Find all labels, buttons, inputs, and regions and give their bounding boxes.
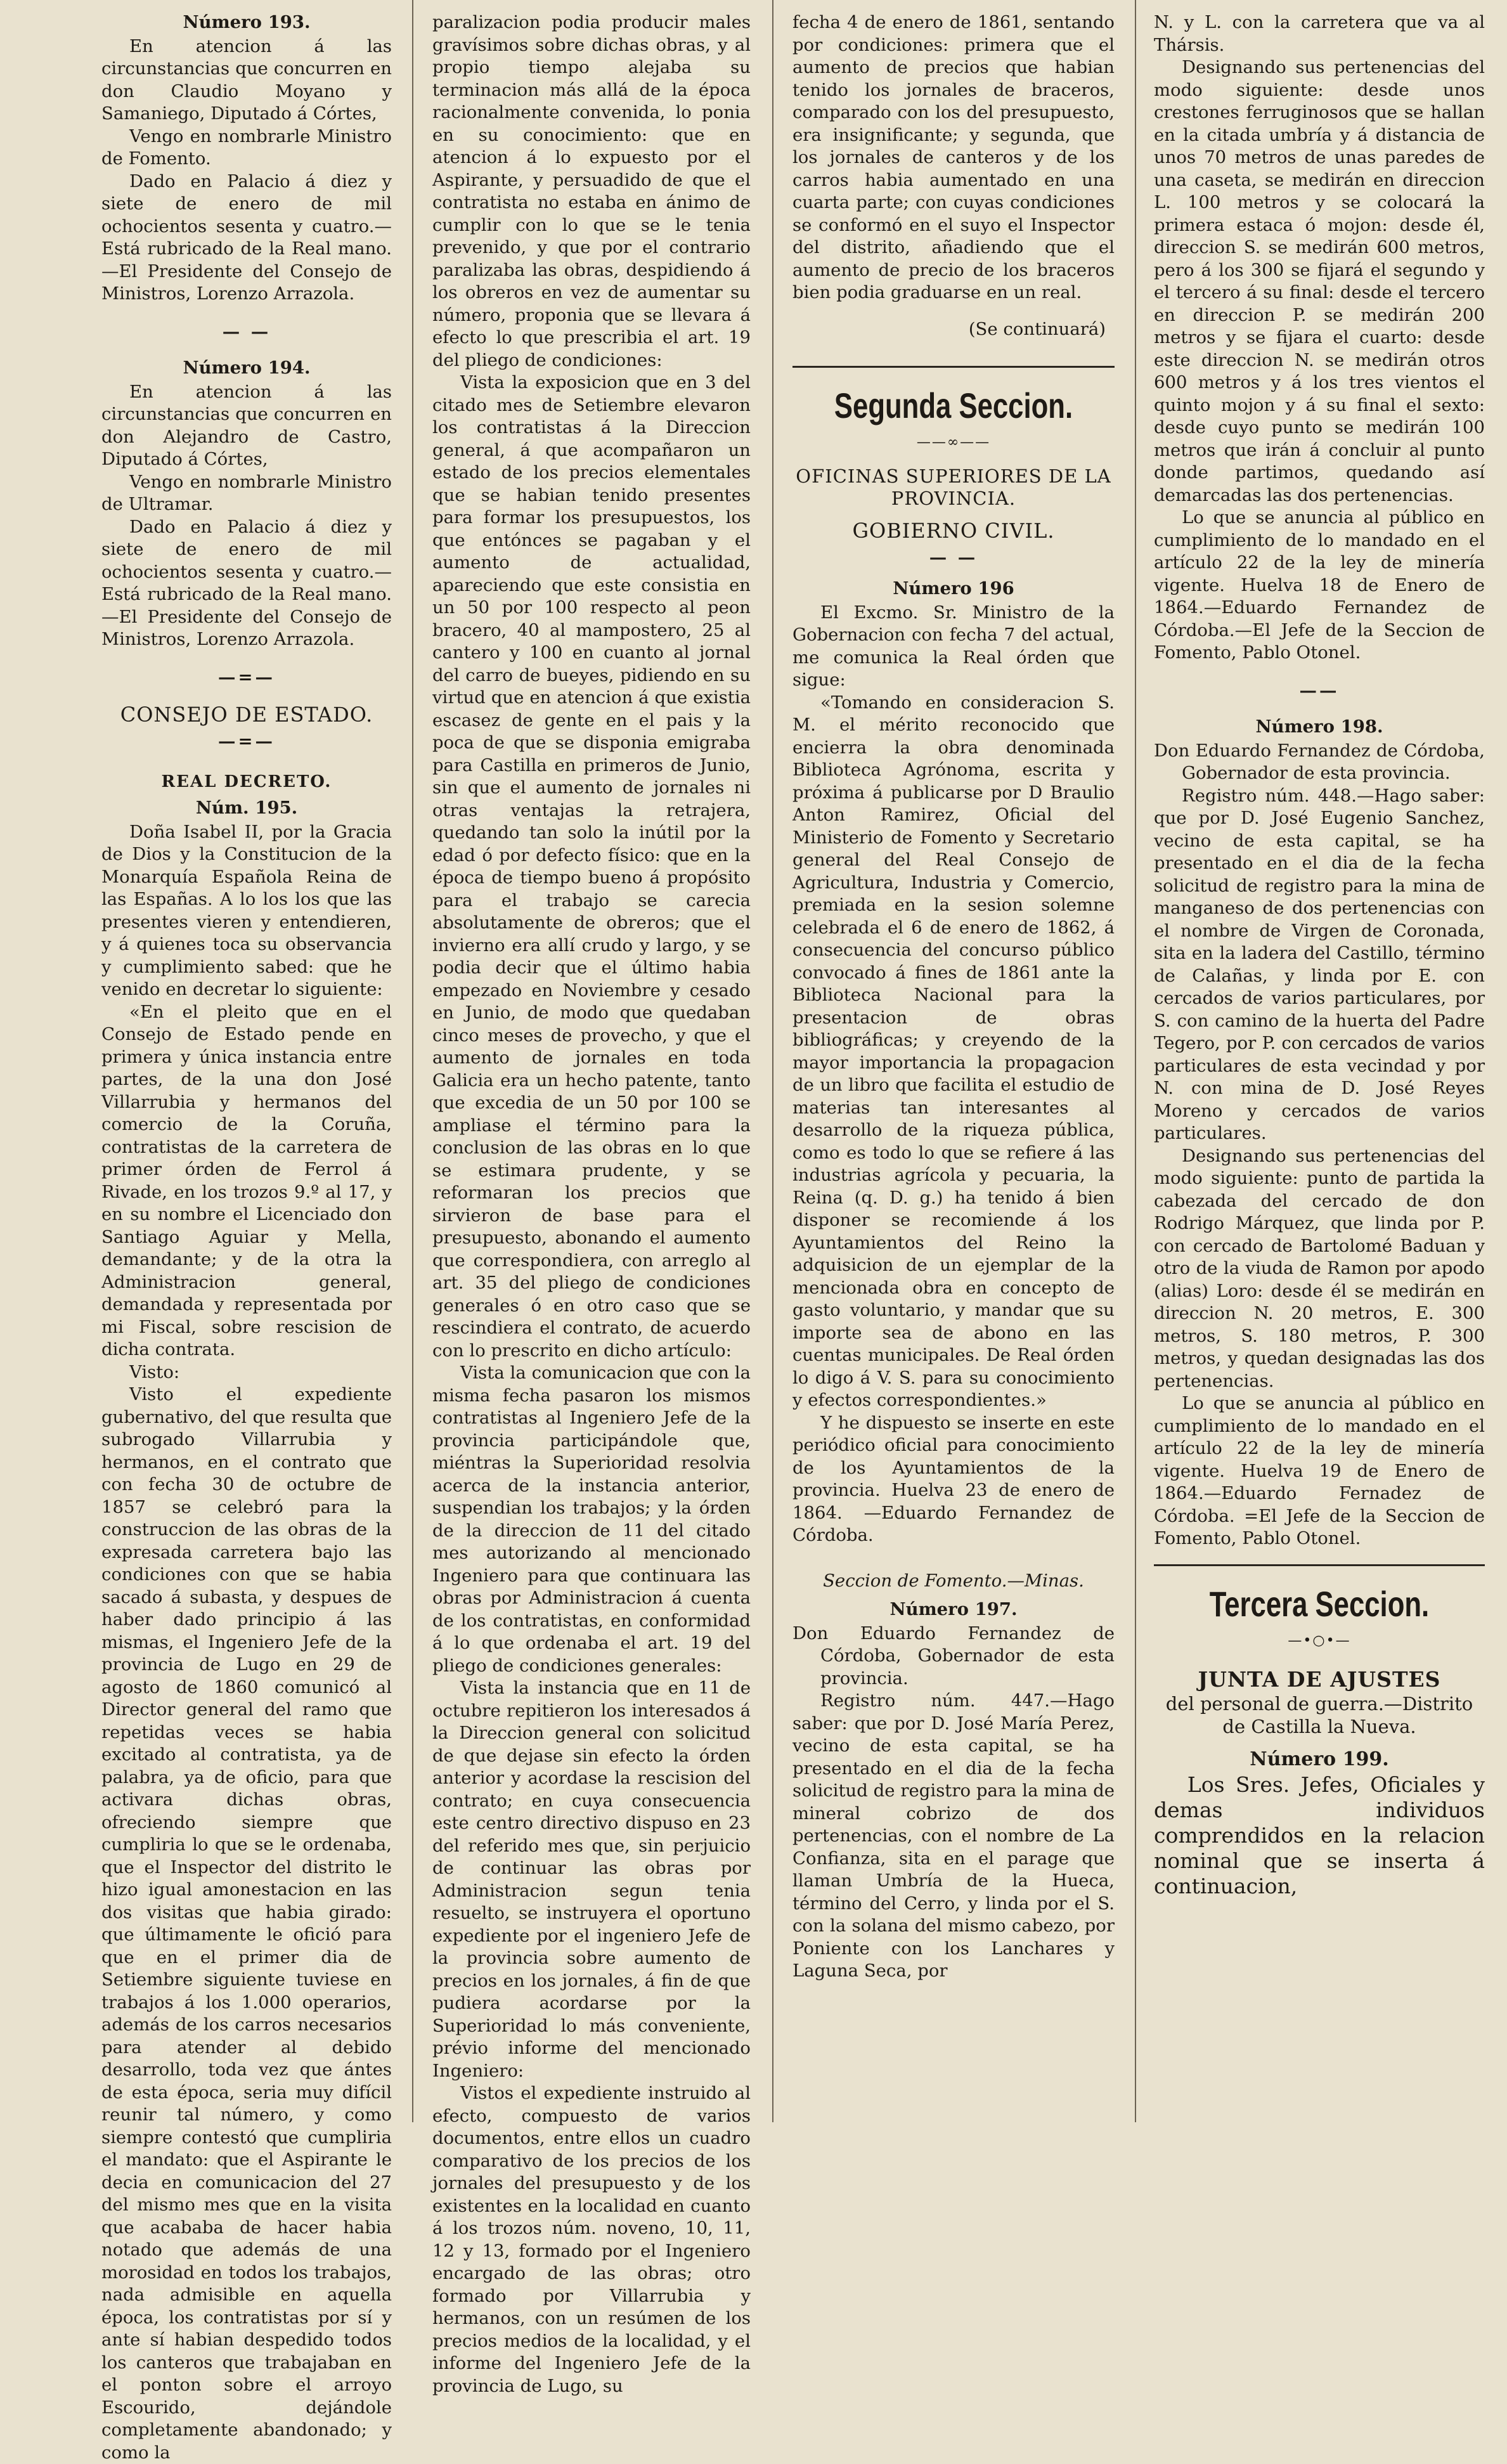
paragraph: Vista la comunicacion que con la misma fecha pasaron los mismos contratistas al Ingeniero Jefe de la provincia participándole que, miéntras la Superioridad resolvia acerca de la instancia anterior, suspendian los trabajos; y la órden de la direccion de 11 del citado mes autorizando al mencionado Ingeniero para que continuara las obras por Administracion á cuenta de los contratistas, en conformidad á lo que ordenaba el art. 19 del pliego de condiciones generales: [432, 1363, 751, 1676]
section-heading: OFICINAS SUPERIORES DE LA PROVINCIA. [796, 465, 1111, 509]
paragraph: Lo que se anuncia al público en cumplimiento de lo mandado en el artículo 22 de la ley de minería vigente. Huelva 19 de Enero de 1864.—Eduardo Fernadez de Córdoba. =El Jefe de la Seccion de Fomento, Pablo Otonel. [1154, 1393, 1485, 1548]
separator: — — [929, 547, 978, 567]
paragraph: «En el pleito que en el Consejo de Estado pende en primera y única instancia entre partes, de la una don José Villarrubia y hermanos del comercio de la Coruña, contratistas de la carretera de primer órden de Ferrol á Rivade, en los trozos 9.º al 17, y en su nombre el Licenciado don Santiago Aguiar y Mella, demandante; y de la otra la Administracion general, demandada y representada por mi Fiscal, sobre rescision de dicha contrata. [101, 1001, 392, 1359]
separator: —=— [217, 666, 276, 687]
paragraph: Vista la instancia que en 11 de octubre repitieron los interesados á la Direccion general con solicitud de que dejase sin efecto la órden anterior y acordase la rescision del contrato; en cuya consecuencia este centro directivo dispuso en 23 del referido mes que, sin perjuicio de continuar las obras por Administracion segun tenia resuelto, se instruyera el oportuno expediente por el ingeniero Jefe de la provincia sobre aumento de precios en los jornales, á fin de que pudiera acordarse por la Superioridad lo más conveniente, prévio informe del mencionado Ingeniero: [432, 1678, 751, 2081]
section-heading: GOBIERNO CIVIL. [852, 518, 1055, 543]
decree-number: Número 193. [183, 12, 311, 32]
column-rule [412, 0, 413, 2122]
paragraph: Registro núm. 447.—Hago saber: que por D. José María Perez, vecino de esta capital, se ha presentado en el dia de la fecha solicitud de registro para la mina de mineral cobrizo de dos pertenencias, con el nombre de La Confianza, sita en el parage que llaman Umbría de la Hueca, término del Cerro, y linda por el S. con la solana del mismo cabezo, por Poniente con los Lanchares y Laguna Seca, por [792, 1690, 1115, 1981]
paragraph: Vengo en nombrarle Ministro de Fomento. [101, 126, 392, 169]
paragraph: fecha 4 de enero de 1861, sentando por condiciones: primera que el aumento de precios que habian tenido los jornales de braceros, comparado con los del presupuesto, era insignificante; y segunda, que los jornales de canteros y de los carros habia aumentado en una cuarta parte; con cuyas condiciones se conformó en el suyo el Inspector del distrito, añadiendo que el aumento de precio de los braceros bien podia graduarse en un real. [792, 12, 1115, 302]
paragraph: Dado en Palacio á diez y siete de enero de mil ochocientos sesenta y cuatro.—Está rubricado de la Real mano.—El Presidente del Consejo de Ministros, Lorenzo Arrazola. [101, 516, 392, 649]
section-title: Segunda Seccion. [834, 386, 1073, 425]
separator: —=— [217, 731, 276, 751]
paragraph: Vengo en nombrarle Ministro de Ultramar. [101, 471, 392, 514]
column-2 [432, 11, 751, 2396]
column-3 [792, 11, 1115, 2116]
paragraph: En atencion á las circunstancias que concurren en don Alejandro de Castro, Diputado á Córtes, [101, 381, 392, 469]
separator: — — [222, 321, 271, 342]
subheading: del personal de guerra.—Distrito de Castilla la Nueva. [1165, 1693, 1473, 1737]
subheading: REAL DECRETO. [161, 772, 332, 791]
paragraph: Don Eduardo Fernandez de Córdoba, Gobernador de esta provincia. [1154, 740, 1485, 783]
paragraph: «Tomando en consideracion S. M. el mérito reconocido que encierra la obra denominada Biblioteca Agrónoma, escrita y próxima á publicarse por D Braulio Anton Ramirez, Oficial del Ministerio de Fomento y Secretario general del Real Consejo de Agricultura, Industria y Comercio, premiada en la sesion solemne celebrada el 6 de enero de 1862, á consecuencia del concurso público convocado á fines de 1861 ante la Biblioteca Nacional para la presentacion de obras bibliográficas; y creyendo de la mayor importancia la propagacion de un libro que facilita el estudio de materias tan interesantes al desarrollo de la riqueza pública, como es todo lo que se refiere á las industrias agrícola y pecuaria, la Reina (q. D. g.) ha tenido á bien disponer se recomiende á los Ayuntamientos del Reino la adquisicion de un ejemplar de la mencionada obra en concepto de gasto voluntario, y mandar que su importe sea de abono en las cuentas municipales. De Real órden lo digo á V. S. para su conocimiento y efectos correspondientes.» [792, 692, 1115, 1410]
column-rule [772, 0, 773, 2122]
section-heading: CONSEJO DE ESTADO. [120, 703, 373, 727]
decree-number: Número 197. [889, 1599, 1018, 1619]
column-4 [1154, 11, 1485, 2116]
paragraph: Designando sus pertenencias del modo siguiente: desde unos crestones ferruginosos que se hallan en la citada umbría y á distancia de unos 70 metros de unas paredes de una caseta, se medirán en direccion L. 100 metros y se colocará la primera estaca ó mojon: desde él, direccion S. se medirán 600 metros, pero á los 300 se fijará el segundo y el tercero á su final: desde el tercero en direccion P. se medirán 200 metros y se fijara el cuarto: desde este direccion N. se medirán otros 600 metros y á los tres vientos el quinto mojon y á su final el sexto: desde cuyo punto se medirán 100 metros que irán á concluir al punto donde partimos, quedando así demarcadas las dos pertenencias. [1154, 57, 1485, 505]
ornament: —•○•— [1288, 1632, 1351, 1649]
paragraph: Y he dispuesto se inserte en este periódico oficial para conocimiento de los Ayuntamientos de la provincia. Huelva 23 de enero de 1864. —Eduardo Fernandez de Córdoba. [792, 1412, 1115, 1545]
paragraph: Visto el expediente gubernativo, del que resulta que subrogado Villarrubia y hermanos, en el contrato que con fecha 30 de octubre de 1857 se celebró para la construccion de las obras de la expresada carretera bajo las condiciones con que se habia sacado á subasta, y despues de haber dado principio á las mismas, el Ingeniero Jefe de la provincia de Lugo en 29 de agosto de 1860 comunicó al Director general del ramo que repetidas veces se habia excitado al contratista, ya de palabra, ya de oficio, para que activara dichas obras, ofreciendo siempre que cumpliria lo que se le ordenaba, que el Inspector del distrito le hizo igual amonestacion en las dos visitas que habia girado: que últimamente le ofició para que en el primer dia de Setiembre siguiente tuviese en trabajos á los 1.000 operarios, además de los carros necesarios para atender al debido desarrollo, toda vez que ántes de esta época, seria muy difícil reunir tal número, y como siempre contestó que cumpliria el mandato: que el Aspirante le decia en comunicacion del 27 del mismo mes que en la visita que acababa de hacer habia notado que además de una morosidad en todos los trabajos, nada admisible en aquella época, los contratistas por sí y ante sí habian despedido todos los canteros que trabajaban en el ponton sobre el arroyo Escourido, dejándole completamente abandonado; y como la [101, 1384, 392, 2463]
paragraph: Visto: [129, 1361, 180, 1382]
paragraph: Los Sres. Jefes, Oficiales y demas individuos comprendidos en la relacion nominal que se inserta á continuacion, [1154, 1772, 1485, 1898]
separator: —— [1299, 680, 1340, 701]
paragraph: Registro núm. 448.—Hago saber: que por D. José Eugenio Sanchez, vecino de esta capital, se ha presentado en el dia de la fecha solicitud de registro para la mina de manganeso de dos pertenencias con el nombre de Virgen de Coronada, sita en la ladera del Castillo, término de Calañas, y linda por E. con cercados de varios particulares, por S. con camino de la huerta del Padre Tegero, por P. con cercados de varios particulares de esta vecindad y por N. con mina de D. José Reyes Moreno y cercados de varios particulares. [1154, 785, 1485, 1143]
decree-number: Número 196 [893, 578, 1014, 599]
paragraph: Lo que se anuncia al público en cumplimiento de lo mandado en el artículo 22 de la ley de minería vigente. Huelva 18 de Enero de 1864.—Eduardo Fernandez de Córdoba.—El Jefe de la Seccion de Fomento, Pablo Otonel. [1154, 507, 1485, 663]
decree-number: Núm. 195. [195, 798, 298, 818]
paragraph: Don Eduardo Fernandez de Córdoba, Gobernador de esta provincia. [792, 1623, 1115, 1689]
column-1 [101, 11, 392, 2463]
continuation-note: (Se continuará) [968, 318, 1106, 339]
notice-body [1154, 1772, 1485, 1899]
paragraph: En atencion á las circunstancias que concurren en don Claudio Moyano y Samaniego, Diputado á Córtes, [101, 36, 392, 124]
paragraph: Vista la exposicion que en 3 del citado mes de Setiembre elevaron los contratistas á la Direccion general, á que acompañaron un estado de los precios elementales que se habian tenido presentes para formar los presupuestos, los que entónces se pagaban y el aumento de actualidad, apareciendo que este consistia en un 50 por 100 respecto al peon bracero, 40 al mampostero, 25 al cantero y 100 en cuanto al jornal del carro de bueyes, pidiendo en su virtud que en atencion á que existia escasez de gente en el pais y la poca de que se disponia emigraba para Castilla en primeros de Junio, sin que el aumento de jornales ni otras ventajas la retrajera, quedando tan solo la inútil por la edad ó por defecto físico: que en la época de tiempo bueno á propósito para el trabajo se carecia absolutamente de obreros; que el invierno era allí crudo y largo, y se podia decir que el último habia empezado en Noviembre y cesado en Junio, de modo que quedaban cinco meses de provecho, y que el aumento de jornales en toda Galicia era un hecho patente, tanto que excedia de un 50 por 100 se ampliase el término para la conclusion de las obras en lo que se estimara prudente, y se reformaran los precios que sirvieron de base para el presupuesto, abonando el aumento que correspondiera, con arreglo al art. 35 del pliego de condiciones generales ó en otro caso que se rescindiera el contrato, de acuerdo con lo prescrito en dicho artículo: [432, 372, 751, 1361]
section-rule [1154, 1564, 1485, 1566]
decree-number: Número 194. [183, 358, 311, 378]
column-rule [1135, 0, 1136, 2122]
section-rule [792, 366, 1115, 368]
paragraph: Doña Isabel II, por la Gracia de Dios y la Constitucion de la Monarquía Española Reina de las Españas. A lo los los que las presentes vieren y entendieren, y á quienes toca su observancia y cumplimiento sabed: que he venido en decretar lo siguiente: [101, 821, 392, 999]
section-title: Tercera Seccion. [1209, 1583, 1430, 1624]
decree-number: Número 198. [1255, 717, 1383, 737]
paragraph: Designando sus pertenencias del modo siguiente: punto de partida la cabezada del cercado de don Rodrigo Márquez, que linda por P. con cercado de Bartolomé Baduan y otro de la viuda de Ramon por apodo (alias) Loro: desde él se medirán en direccion N. 20 metros, E. 300 metros, S. 180 metros, P. 300 metros, y quedan designadas las dos pertenencias. [1154, 1145, 1485, 1391]
paragraph: paralizacion podia producir males gravísimos sobre dichas obras, y al propio tiempo alejaba su terminacion más allá de la época racionalmente convenida, lo ponia en su conocimiento: que en atencion á lo expuesto por el Aspirante, y persuadido de que el contratista no estaba en ánimo de cumplir con lo que se le tenia prevenido, y que por el contrario paralizaba las obras, despidiendo á los obreros en vez de aumentar su número, proponia que se llevara á efecto lo que prescribia el art. 19 del pliego de condiciones: [432, 12, 751, 370]
subsection-heading: Seccion de Fomento.—Minas. [823, 1570, 1084, 1591]
paragraph: N. y L. con la carretera que va al Thársis. [1154, 12, 1485, 55]
section-heading: JUNTA DE AJUSTES [1198, 1667, 1441, 1692]
decree-number: Número 199. [1250, 1748, 1389, 1770]
paragraph: Dado en Palacio á diez y siete de enero de mil ochocientos sesenta y cuatro.—Está rubricado de la Real mano.—El Presidente del Consejo de Ministros, Lorenzo Arrazola. [101, 171, 392, 304]
ornament: ——∞—— [916, 434, 991, 450]
paragraph: El Excmo. Sr. Ministro de la Gobernacion con fecha 7 del actual, me comunica la Real órden que sigue: [792, 602, 1115, 690]
paragraph: Vistos el expediente instruido al efecto, compuesto de varios documentos, entre ellos un cuadro comparativo de los precios de los jornales del presupuesto y de los existentes en la localidad en cuanto á los trozos núm. noveno, 10, 11, 12 y 13, formado por el Ingeniero encargado de las obras; otro formado por Villarrubia y hermanos, con un resúmen de los precios medios de la localidad, y el informe del Ingeniero Jefe de la provincia de Lugo, su [432, 2083, 751, 2396]
